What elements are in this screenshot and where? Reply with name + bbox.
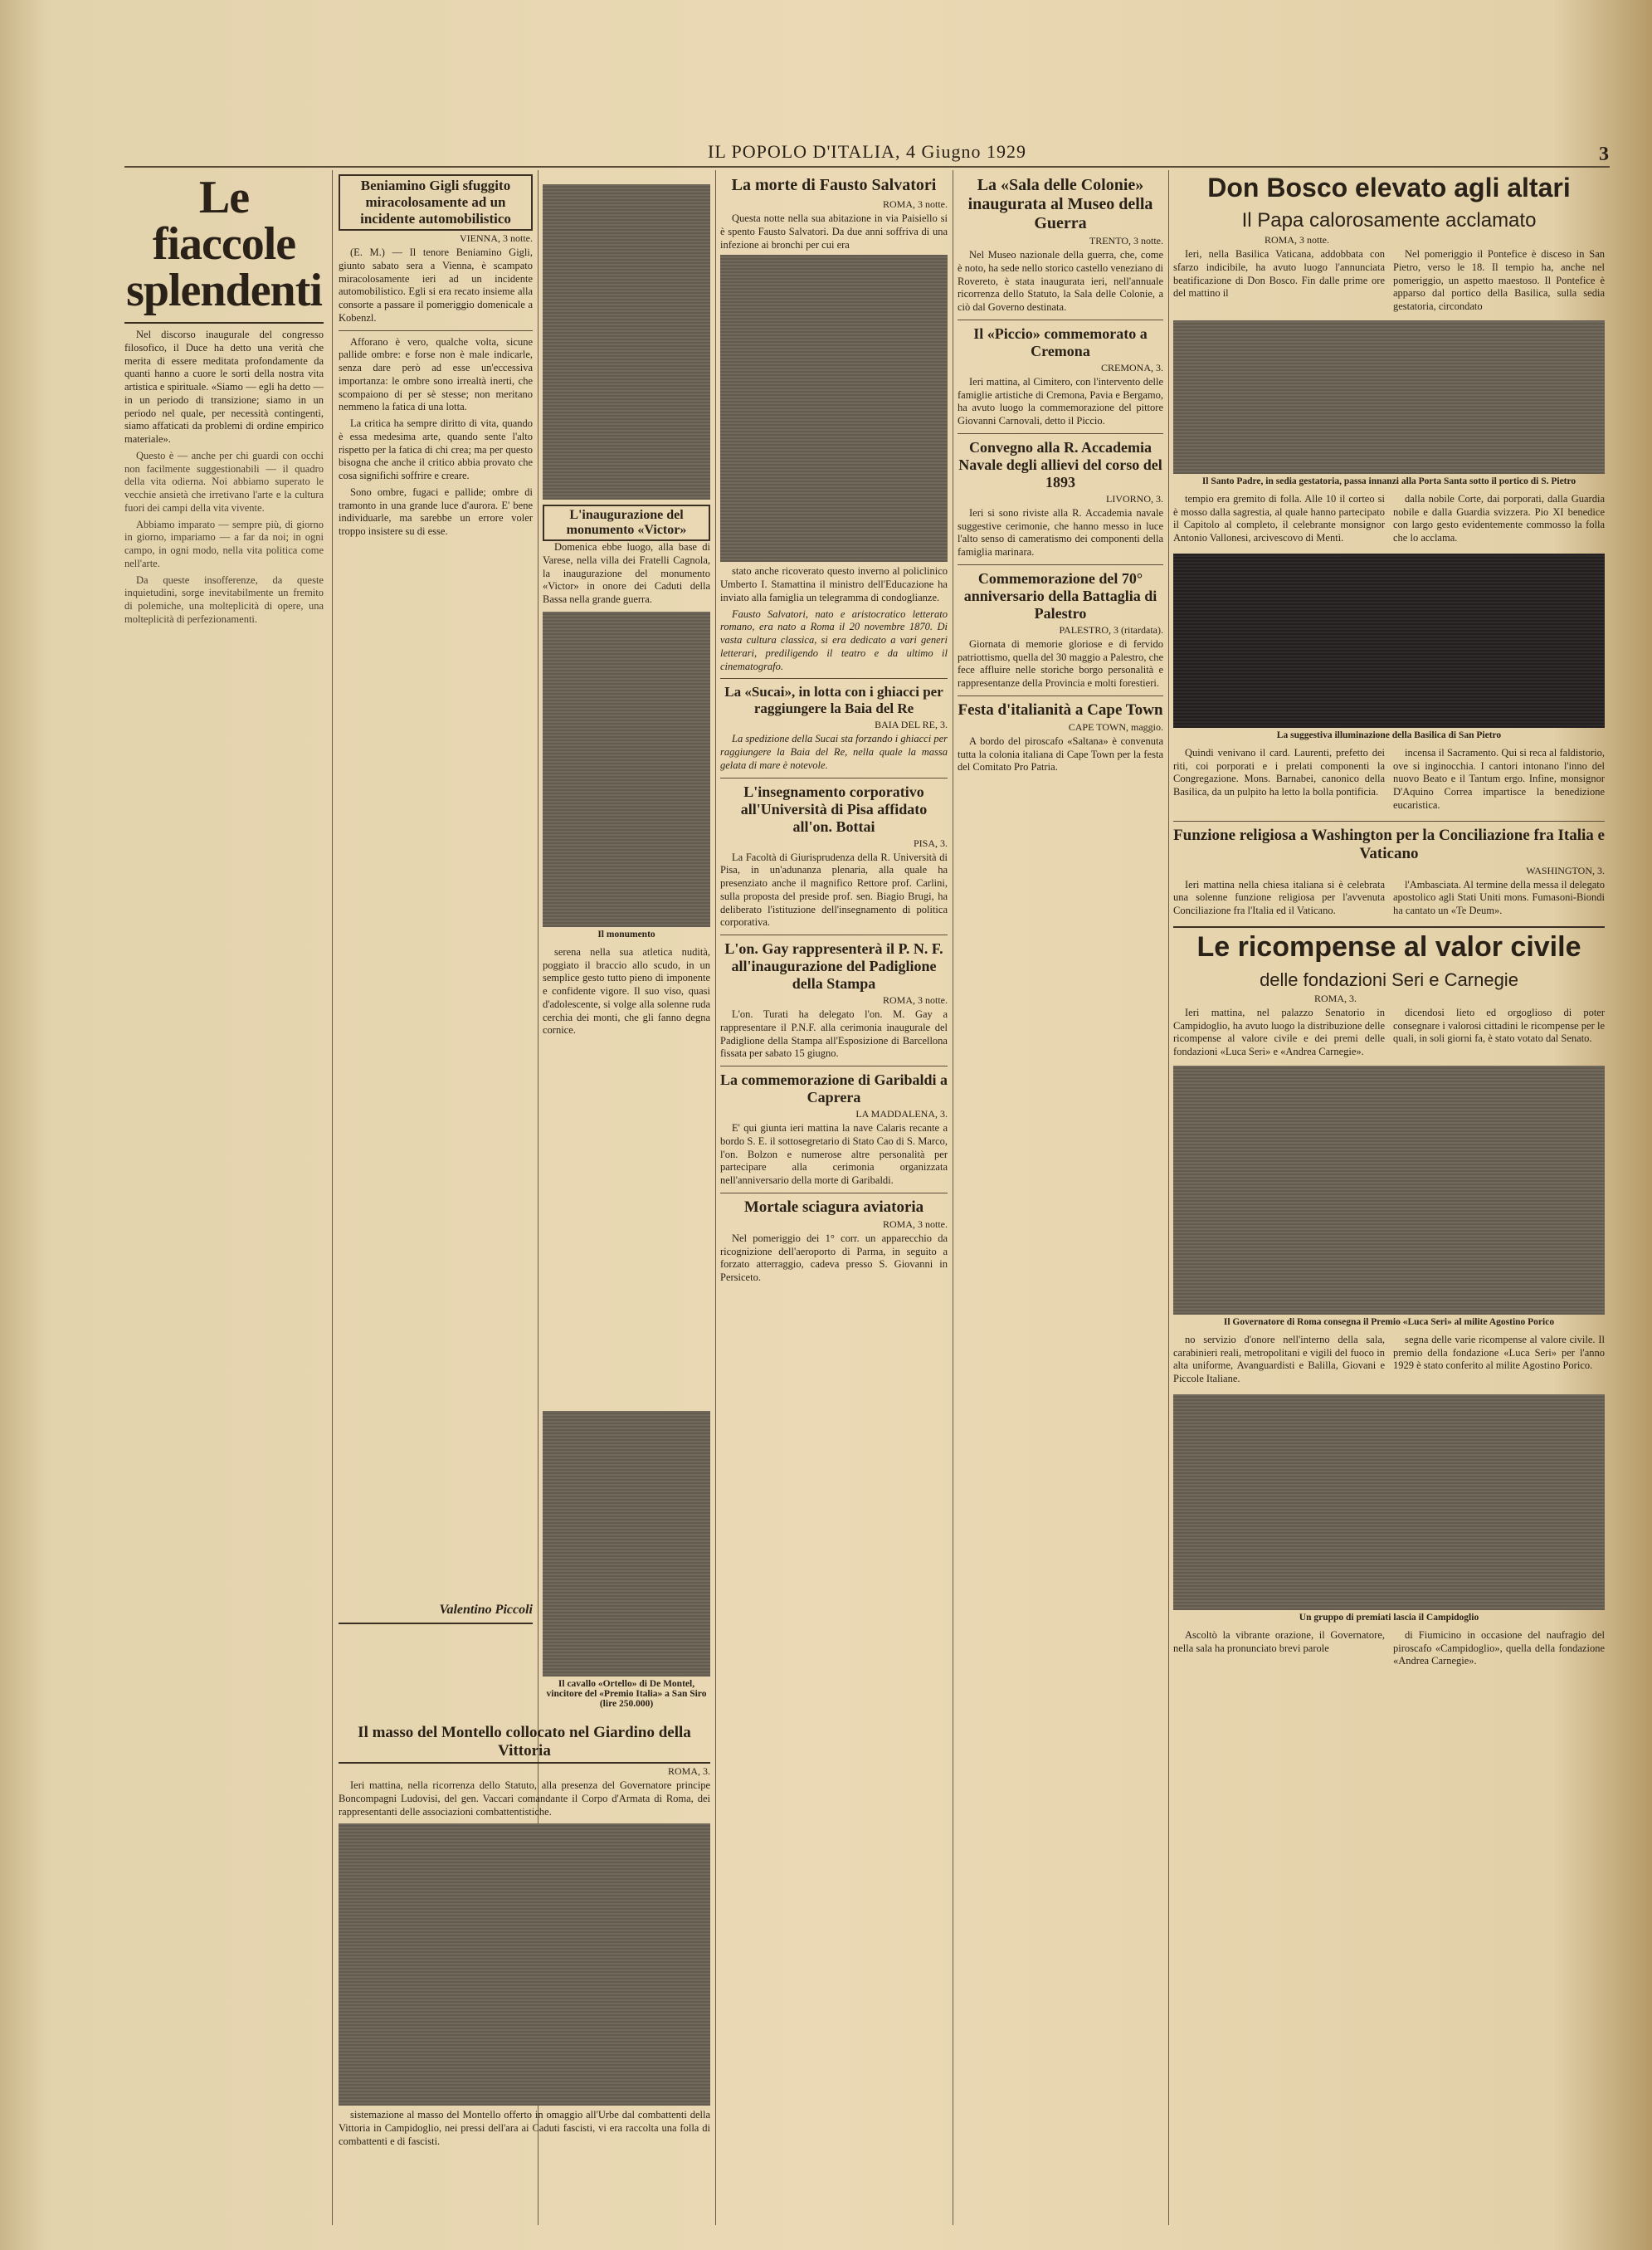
column-divider [332,170,333,2225]
body-text: La Facoltà di Giurisprudenza della R. Università di Pisa, in un'adunanza plenaria, alla quale ha presenziato anche il magnifico Rettore prof. Carlini, sulla proposta del preside prof. sen. Biagio Brugi, ha deliberato l'istituzione dell'insegnamento di politica corporativa. [720,851,948,929]
body-text: La spedizione della Sucai sta forzando i ghiacci per raggiungere la Baia del Re, nella quale la massa gelata di mare è notevole. [720,733,948,771]
dateline: WASHINGTON, 3. [1526,864,1605,876]
body-text: Questa notte nella sua abitazione in via Paisiello si è spento Fausto Salvatori. Da due anni soffriva di una infezione ai bronchi per cui era [720,212,948,251]
body-text: Ascoltò la vibrante orazione, il Governatore, nella sala ha pronunciato brevi parole [1173,1628,1385,1654]
dateline: CAPE TOWN, maggio. [1068,720,1163,733]
author-signature: Valentino Piccoli [439,1602,533,1617]
column-divider [1168,170,1169,2225]
body-text: di Fiumicino in occasione del naufragio del piroscafo «Campidoglio», quella della fondazione «Andrea Carnegie». [1393,1628,1605,1667]
body-text: Quindi venivano il card. Laurenti, prefetto dei riti, coi porporati e i prelati componenti la Congregazione. Mons. Barnabei, canonico della Basilica, da un pulpito ha letto la bolla pontificia. [1173,746,1385,798]
masthead [124,143,1610,168]
body-text: Ieri mattina, al Cimitero, con l'intervento delle famiglie artistiche di Cremona, Pavia e Bergamo, ha avuto luogo la commemorazione del pittore Giovanni Carnovali, detto il Piccio. [958,375,1163,427]
photo-caption: La suggestiva illuminazione della Basilica di San Pietro [1276,730,1502,740]
dateline: ROMA, 3 notte. [883,198,948,210]
headline-convegno: Convegno alla R. Accademia Navale degli allievi del corso del 1893 [958,438,1162,491]
body-text: (E. M.) — Il tenore Beniamino Gigli, giunto sabato sera a Vienna, è scampato miracolosamente ieri ad un incidente automobilistico. Egli si era recato insieme alla consorte a passare il pomeriggio domenicale a Kobenzl. [339,246,533,324]
subheadline-fondazioni: delle fondazioni Seri e Carnegie [1260,969,1518,990]
dateline: LA MADDALENA, 3. [855,1108,948,1120]
dateline: ROMA, 3 notte. [883,1218,948,1230]
body-text: Nel pomeriggio il Pontefice è disceso in San Pietro, verso le 18. Il tempio ha, anche nel pomeriggio, un aspetto maestoso. Il Pontefice è apparso dal portico della Basilica, sulla sedia gestatoria, circondato [1393,248,1605,312]
rule [339,1623,533,1624]
column-three [543,174,710,1718]
column-divider [715,170,716,2225]
column-six [1173,174,1605,2233]
headline-piccio: Il «Piccio» commemorato a Cremona [973,325,1148,359]
dateline: LIVORNO, 3. [1106,492,1163,505]
photo-car-wreck [543,184,710,500]
headline-washington: Funzione religiosa a Washington per la Conciliazione fra Italia e Vaticano [1173,826,1605,862]
body-text: dicendosi lieto ed orgoglioso di poter consegnare i valorosi cittadini le ricompense per le quali, in soli giorni fa, è stato votato dal Senato. [1393,1006,1605,1045]
column-five [958,174,1163,2233]
page-number: 3 [1599,144,1610,165]
body-text: segna delle varie ricompense al valore civile. Il premio della fondazione «Luca Seri» per l'anno 1929 è stato conferito al milite Agostino Porico. [1393,1333,1605,1372]
headline-gigli: Beniamino Gigli sfuggito miracolosamente ad un incidente automobilistico [339,174,533,231]
body-text: Nel pomeriggio dei 1° corr. un apparecchio da ricognizione dell'aeroporto di Parma, in seguito a forzato atterraggio, cadeva presso S. Giovanni in Persiceto. [720,1232,948,1283]
dateline: ROMA, 3. [1314,992,1357,1004]
body-text: Da queste insofferenze, da queste inquietudini, sorge inevitabilmente un fremito di polemiche, una molteplicità di opere, una molteplicità di perfezionamenti. [124,573,324,625]
photo-montello-masso [339,1823,710,2106]
photo-caption: Il monumento [597,929,655,940]
rule [124,322,324,324]
dateline: VIENNA, 3 notte. [460,232,533,244]
body-text: Afforano è vero, qualche volta, sicune pallide ombre: e forse non è male indicarle, senza dare però ad esse un'eccessiva importanza: le ombre sono irrealtà inerti, che scompaiono di per sè stesse; non meritano nemmeno la fatica di una lotta. [339,335,533,413]
article-fiaccole [124,174,324,2233]
rule [958,564,1163,565]
dateline: ROMA, 3. [667,1765,710,1777]
subheadline-papa: Il Papa calorosamente acclamato [1241,209,1537,232]
headline-don-bosco: Don Bosco elevato agli altari [1207,174,1571,203]
rule [720,678,948,679]
headline-sala-colonie: La «Sala delle Colonie» inaugurata al Museo della Guerra [967,176,1153,232]
headline-garibaldi: La commemorazione di Garibaldi a Caprera [720,1071,948,1105]
photo-caption: Il Governatore di Roma consegna il Premio «Luca Seri» al milite Agostino Porico [1223,1316,1555,1327]
body-text: Nel Museo nazionale della guerra, che, come è noto, ha sede nello storico castello veneziano di Rovereto, è stata inaugurata ieri, nell'annuale ricorrenza dello Statuto, la Sala delle Colonie, a ciò dal Governo destinata. [958,249,1163,313]
body-text: tempio era gremito di folla. Alle 10 il corteo si è mosso dalla sagrestia, al quale hanno partecipato il Capitolo al completo, il celebrante monsignor Antonio Vallonesi, arcivescovo di Mentì. [1173,492,1385,544]
dateline: ROMA, 3 notte. [1265,234,1329,246]
body-text: no servizio d'onore nell'interno della sala, carabinieri reali, metropolitani e vigili del fuoco in alta uniforme, Avanguardisti e Balilla, Giovani e Piccole Italiane. [1173,1333,1385,1384]
dateline: BAIA DEL RE, 3. [875,719,948,731]
headline-palestro: Commemorazione del 70° anniversario della Battaglia di Palestro [963,569,1157,622]
body-text: Ieri, nella Basilica Vaticana, addobbata con sfarzo indicibile, ha avuto luogo l'annunciata beatificazione di Don Bosco. Fin dalle prime ore del mattino il [1173,248,1385,300]
headline-mortale: Mortale sciagura aviatoria [743,1198,924,1216]
body-text: sistemazione al masso del Montello offerto in omaggio all'Urbe dal combattenti della Vittoria in Campidoglio, nei pressi dell'ara ai Caduti fascisti, vi era raccolta una folla di combattenti e di fascisti. [339,2109,710,2147]
body-text: Abbiamo imparato — sempre più, di giorno in giorno, impariamo — a far da noi; in ogni campo, in ogni modo, nella vita politica come nell'arte. [124,518,324,569]
body-text: Ieri si sono riviste alla R. Accademia navale suggestive cerimonie, che hanno messo in luce l'alto senso di cameratismo dei componenti della famiglia marinara. [958,506,1163,558]
headline-victor: L'inaugurazione del monumento «Victor» [543,505,710,541]
headline-gay: L'on. Gay rappresenterà il P. N. F. all'inaugurazione del Padiglione della Stampa [724,940,943,992]
photo-caption: Il cavallo «Ortello» di De Montel, vincitore del «Premio Italia» a San Siro (lire 250.000) [546,1678,707,1709]
rule [1173,926,1605,928]
body-text: serena nella sua atletica nudità, poggiato il braccio allo scudo, in un semplice gesto tutto pieno di imponente e confidente vigore. Il suo viso, quasi d'adolescente, si volge alla solenne ruda cerchia dei monti, che gli fanno degna cornice. [543,945,710,1037]
body-text-italic: Fausto Salvatori, nato e aristocratico letterato romano, era nato a Roma il 20 novembre 1870. Di vasta cultura classica, si era dedicato a vari generi letterari, prediligendo il teatro e da ultimo il cinematografo. [720,608,948,672]
body-text: Ieri mattina, nella ricorrenza dello Statuto, alla presenza del Governatore principe Boncompagni Ludovisi, del gen. Vaccari comandante il Corpo d'Armata di Roma, dei rappresentanti delle associazioni combattentistiche. [339,1779,710,1818]
photo-caption: Un gruppo di premiati lascia il Campidoglio [1299,1612,1479,1623]
headline-montello: Il masso del Montello collocato nel Giardino della Vittoria [339,1722,710,1764]
body-text: Giornata di memorie gloriose e di fervido patriottismo, quella del 30 maggio a Palestro, che fece affluire nelle storiche borgo personalità e rappresentanze della Provincia e molti forestieri. [958,637,1163,689]
dateline: TRENTO, 3 notte. [1089,235,1163,246]
body-text: Sono ombre, fugaci e pallide; ombre di tramonto in una grande luce d'aurora. E' bene individuarle, ma sarebbe un errore voler troppo insistere su di esse. [339,486,533,537]
photo-governatore-premio [1173,1066,1605,1315]
photo-monument [543,612,710,927]
body-text: E' qui giunta ieri mattina la nave Calaris recante a bordo S. E. il sottosegretario di Stato Cao di S. Marco, l'on. Bolzon e numerose altre personalità per partecipare alla cerimonia organizzata nell'anniversario della morte di Garibaldi. [720,1122,948,1186]
body-text: stato anche ricoverato questo inverno al policlinico Umberto I. Stamattina il ministro dell'Educazione ha inviato alla famiglia un telegramma di condoglianze. [720,565,948,603]
headline-fiaccole: Le fiaccole splendenti [126,174,322,316]
dateline: CREMONA, 3. [1100,361,1163,373]
headline-salvatori: La morte di Fausto Salvatori [731,176,937,194]
article-montello [339,1722,710,2237]
column-four [720,174,948,2233]
dateline: PALESTRO, 3 (ritardata). [1059,623,1163,636]
headline-cape-town: Festa d'italianità a Cape Town [958,700,1163,719]
photo-fausto-salvatori [720,255,948,562]
rule [958,433,1163,434]
photo-pope-sedia [1173,320,1605,474]
body-text: L'on. Turati ha delegato l'on. M. Gay a rappresentare il P.N.F. alla cerimonia inaugurale del Padiglione della Stampa all'Esposizione di Barcellona fissata per sabato 15 giugno. [720,1008,948,1060]
body-text: La critica ha sempre diritto di vita, quando è essa medesima arte, quando sente l'alto rispetto per la fatica di chi crea; ma per questo bisogna che anche il critico abbia provato che cosa significhi soffrire e creare. [339,417,533,481]
newspaper-title-date: IL POPOLO D'ITALIA, 4 Giugno 1929 [708,141,1026,162]
headline-sucai: La «Sucai», in lotta con i ghiacci per raggiungere la Baia del Re [724,684,943,717]
body-text: Ieri mattina, nel palazzo Senatorio in Campidoglio, ha avuto luogo la distribuzione delle ricompense al valore civile e dei premi delle fondazioni «Luca Seri» e «Andrea Carnegie». [1173,1006,1385,1057]
headline-pisa: L'insegnamento corporativo all'Università di Pisa affidato all'on. Bottai [740,783,928,835]
dateline: PISA, 3. [913,837,948,849]
body-text: l'Ambasciata. Al termine della messa il delegato apostolico agli Stati Uniti mons. Fumasoni-Biondi ha cantato un «Te Deum». [1393,878,1605,916]
body-text: Nel discorso inaugurale del congresso filosofico, il Duce ha detto una verità che merita di essere meditata profondamente da quanti hanno a cuore le sorti della nostra vita artistica e spirituale. «Siamo — egli ha detto — in un periodo di transizione; siamo in un periodo nel quale, per necessità contingenti, siamo affaticati da problemi di ordine empirico materiale». [124,329,324,445]
body-text: Ieri mattina nella chiesa italiana si è celebrata una solenne funzione religiosa per l'avvenuta Conciliazione fra l'Italia ed il Vaticano. [1173,878,1385,916]
photo-basilica-illuminated [1173,554,1605,728]
body-text: dalla nobile Corte, dai porporati, dalla Guardia nobile e dalla Guardia svizzera. Pio XI benedice con largo gesto evidentemente commosso la folla che lo acclama. [1393,492,1605,544]
body-text: incensa il Sacramento. Qui si reca al faldistorio, ove si inginocchia. I cantori intonano l'inno del nuovo Beato e il Tantum ergo. Infine, monsignor D'Aquino Correa impartisce la benedizione eucaristica. [1393,746,1605,811]
rule [958,695,1163,696]
photo-premiati-group [1173,1394,1605,1610]
headline-ricompense: Le ricompense al valor civile [1196,930,1581,963]
dateline: ROMA, 3 notte. [883,994,948,1006]
rule [339,330,533,331]
photo-horse-ortello [543,1411,710,1677]
body-text: Domenica ebbe luogo, alla base di Varese, nella villa dei Fratelli Cagnola, la inaugurazione del monumento «Victor» in onore dei Caduti della Bassa nella grande guerra. [543,541,710,605]
body-text: Questo è — anche per chi guardi con occhi non facilmente suggestionabili — il quadro della vita odierna. Noi abbiamo superato le vecchie ansietà che irretivano l'arte e la cultura fuori dei campi della vita vivente. [124,449,324,514]
photo-caption: Il Santo Padre, in sedia gestatoria, passa innanzi alla Porta Santa sotto il portico di S. Pietro [1201,476,1576,486]
rule [1173,821,1605,822]
body-text: A bordo del piroscafo «Saltana» è convenuta tutta la colonia italiana di Cape Town per la festa del Comitato Pro Patria. [958,735,1163,774]
